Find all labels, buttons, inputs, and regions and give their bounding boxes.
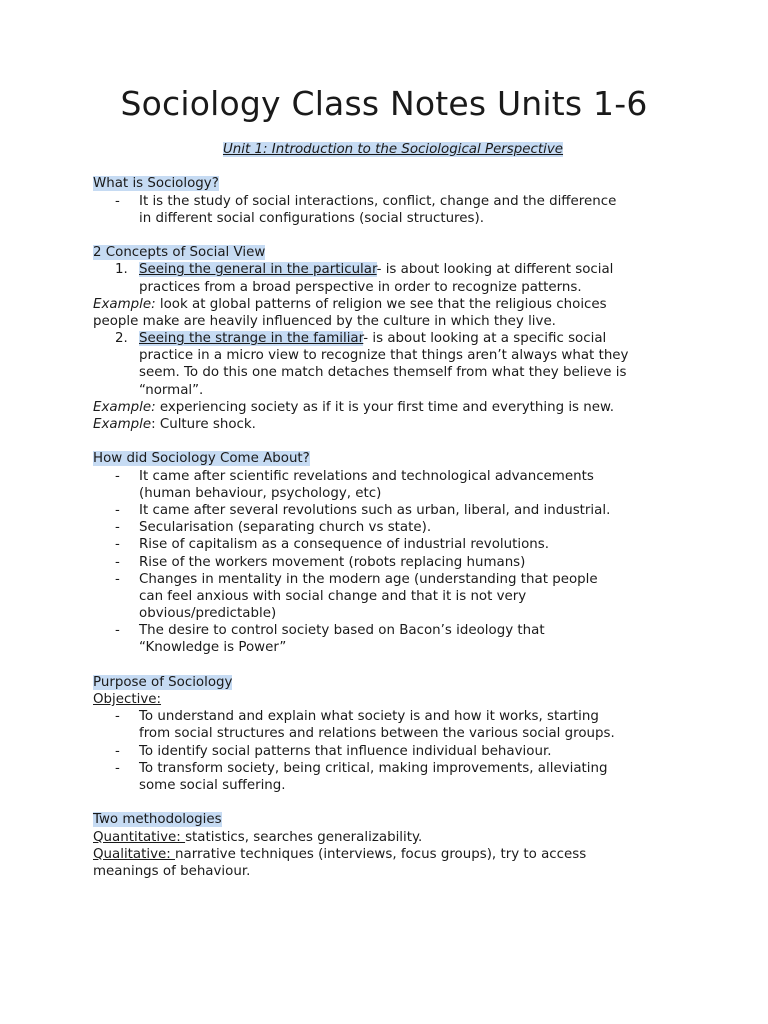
- list-item-text: It is the study of social interactions, conflict, change and the difference: [139, 193, 617, 209]
- bullet-dash: -: [115, 571, 120, 587]
- concept-text: - is about looking at a specific social: [363, 331, 607, 347]
- example-continuation: people make are heavily influenced by the culture in which they live.: [93, 313, 556, 329]
- list-item-text: Rise of capitalism as a consequence of industrial revolutions.: [139, 537, 549, 553]
- method-label-qualitative: Qualitative:: [93, 846, 176, 862]
- numbered-item: [93, 330, 693, 347]
- bullet-dash: -: [115, 520, 120, 536]
- list-item: [93, 760, 693, 777]
- example-label: Example:: [93, 399, 156, 415]
- unit-heading-line: [93, 141, 693, 158]
- bullet-dash: -: [115, 709, 120, 725]
- example-line: [93, 296, 693, 313]
- list-item-text: It came after scientific revelations and technological advancements: [139, 468, 594, 484]
- section-heading-line: [93, 450, 693, 467]
- list-item-continuation: obvious/predictable): [139, 606, 277, 622]
- list-item-continuation: some social suffering.: [139, 777, 286, 793]
- method-label-quantitative: Quantitative:: [93, 829, 186, 845]
- method-continuation: meanings of behaviour.: [93, 863, 251, 879]
- list-item-text: It came after several revolutions such as urban, liberal, and industrial.: [139, 502, 611, 518]
- bullet-dash: -: [115, 554, 120, 570]
- example-label: Example:: [93, 296, 156, 312]
- section-heading-line: [93, 175, 693, 192]
- example-text: experiencing society as if it is your first time and everything is new.: [155, 399, 614, 415]
- spacer: [93, 158, 693, 175]
- section-heading-line: [93, 811, 693, 828]
- list-item: [93, 571, 693, 588]
- bullet-dash: -: [115, 193, 120, 209]
- list-item: [93, 536, 693, 553]
- bullet-dash: -: [115, 468, 120, 484]
- section-heading-purpose: Purpose of Sociology: [93, 674, 233, 690]
- list-item-continuation: in different social configurations (social structures).: [139, 210, 484, 226]
- bullet-dash: -: [115, 760, 120, 776]
- concept-text: - is about looking at different social: [376, 262, 614, 278]
- list-item-continuation: “Knowledge is Power”: [139, 640, 287, 656]
- number-marker: 2.: [115, 331, 128, 347]
- section-heading-what-is: What is Sociology?: [93, 176, 219, 192]
- list-item: [93, 193, 693, 210]
- method-line: [93, 829, 693, 846]
- list-item-continuation: can feel anxious with social change and that it is not very: [139, 588, 527, 604]
- list-item: [93, 519, 693, 536]
- bullet-dash: -: [115, 623, 120, 639]
- numbered-item: [93, 261, 693, 278]
- list-item: [93, 708, 693, 725]
- list-item-text: Changes in mentality in the modern age (understanding that people: [139, 571, 598, 587]
- list-item-text: To understand and explain what society is and how it works, starting: [139, 709, 599, 725]
- list-item: [93, 502, 693, 519]
- example-line: [93, 416, 693, 433]
- unit-heading: Unit 1: Introduction to the Sociological Perspective: [222, 142, 564, 157]
- bullet-dash: -: [115, 537, 120, 553]
- objective-label: Objective:: [93, 692, 162, 707]
- list-item: [93, 554, 693, 571]
- list-item: [93, 622, 693, 639]
- example-text: look at global patterns of religion we see that the religious choices: [155, 296, 607, 312]
- concept-term: Seeing the general in the particular: [139, 262, 377, 278]
- list-item: [93, 468, 693, 485]
- numbered-item-continuation: practice in a micro view to recognize that things aren’t always what they: [139, 348, 629, 364]
- method-text: narrative techniques (interviews, focus groups), try to access: [175, 846, 587, 862]
- numbered-item-continuation: seem. To do this one match detaches themself from what they believe is: [139, 365, 627, 381]
- number-marker: 1.: [115, 262, 128, 278]
- section-heading-origins: How did Sociology Come About?: [93, 451, 310, 467]
- list-item-text: Secularisation (separating church vs state).: [139, 520, 432, 536]
- section-heading-concepts: 2 Concepts of Social View: [93, 245, 266, 261]
- document-body: [93, 141, 693, 880]
- concept-term: Seeing the strange in the familiar: [139, 331, 364, 347]
- section-heading-line: [93, 244, 693, 261]
- bullet-dash: -: [115, 502, 120, 518]
- list-item: [93, 743, 693, 760]
- method-text: statistics, searches generalizability.: [185, 829, 423, 845]
- objective-line: [93, 691, 693, 708]
- page-title: Sociology Class Notes Units 1-6: [120, 84, 648, 123]
- spacer: [93, 227, 693, 244]
- list-item-text: The desire to control society based on Bacon’s ideology that: [139, 623, 545, 639]
- list-item-text: Rise of the workers movement (robots replacing humans): [139, 554, 526, 570]
- numbered-item-continuation: “normal”.: [139, 382, 204, 398]
- list-item-continuation: (human behaviour, psychology, etc): [139, 485, 382, 501]
- spacer: [93, 657, 693, 674]
- method-line: [93, 846, 693, 863]
- example-text: : Culture shock.: [151, 417, 256, 432]
- example-label: Example: [93, 417, 152, 432]
- list-item-continuation: from social structures and relations between the various social groups.: [139, 726, 615, 742]
- section-heading-methodologies: Two methodologies: [93, 812, 222, 828]
- example-line: [93, 399, 693, 416]
- spacer: [93, 794, 693, 811]
- list-item-text: To identify social patterns that influence individual behaviour.: [139, 743, 552, 759]
- section-heading-line: [93, 674, 693, 691]
- bullet-dash: -: [115, 743, 120, 759]
- spacer: [93, 433, 693, 450]
- numbered-item-continuation: practices from a broad perspective in order to recognize patterns.: [139, 279, 582, 295]
- list-item-text: To transform society, being critical, making improvements, alleviating: [139, 760, 608, 776]
